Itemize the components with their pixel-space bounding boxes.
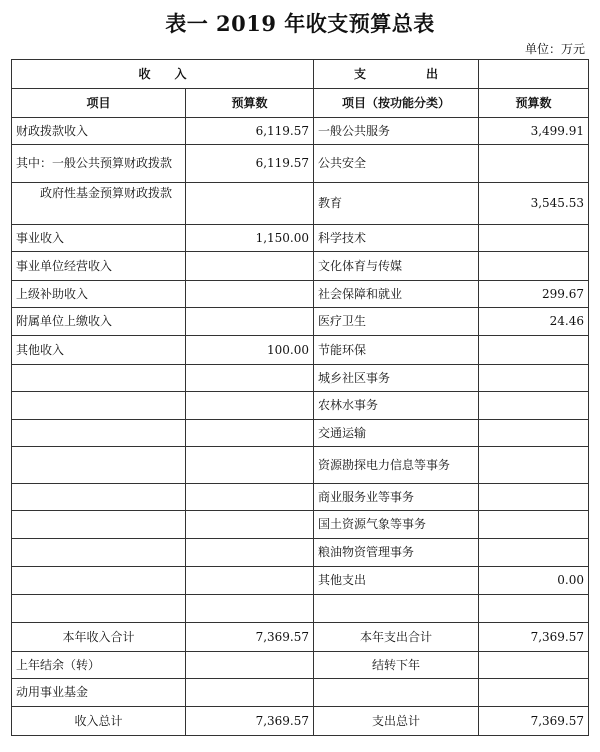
table-row <box>12 484 589 511</box>
carry-forward-amount <box>479 652 589 679</box>
grand-total-row <box>12 707 589 736</box>
income-item: 上级补助收入 <box>12 281 186 308</box>
expense-section-header: 支 出 <box>314 60 479 89</box>
income-item <box>12 392 186 420</box>
table-row <box>12 567 589 595</box>
income-amount <box>186 365 314 392</box>
unit-label: 单位：万元 <box>524 42 585 56</box>
income-amount: 100.00 <box>186 336 314 365</box>
income-amount <box>186 183 314 225</box>
year-expense-total-amount: 7,369.57 <box>479 623 589 652</box>
expense-amount: 24.46 <box>479 308 589 336</box>
balance-row <box>12 652 589 679</box>
column-header-row <box>12 89 589 118</box>
col-expense-item: 项目（按功能分类） <box>314 89 479 118</box>
income-total-label: 收入总计 <box>12 707 186 736</box>
table-row <box>12 308 589 336</box>
income-amount <box>186 420 314 447</box>
income-item <box>12 484 186 511</box>
expense-item: 医疗卫生 <box>314 308 479 336</box>
expense-item: 交通运输 <box>314 420 479 447</box>
expense-item: 节能环保 <box>314 336 479 365</box>
expense-amount <box>479 336 589 365</box>
income-item <box>12 447 186 484</box>
income-item <box>12 511 186 539</box>
income-amount <box>186 308 314 336</box>
expense-amount <box>479 392 589 420</box>
expense-amount <box>479 225 589 252</box>
income-section-header: 收 入 <box>12 60 314 89</box>
page-title: 表一 2019 年收支预算总表 <box>165 11 435 36</box>
table-row <box>12 595 589 623</box>
expense-item: 粮油物资管理事务 <box>314 539 479 567</box>
year-income-total-label: 本年收入合计 <box>12 623 186 652</box>
table-row <box>12 183 589 225</box>
income-amount <box>186 447 314 484</box>
expense-item <box>314 595 479 623</box>
table-row <box>12 539 589 567</box>
use-fund-label: 动用事业基金 <box>12 679 186 707</box>
income-amount <box>186 252 314 281</box>
table-row <box>12 336 589 365</box>
table-row <box>12 420 589 447</box>
expense-item: 科学技术 <box>314 225 479 252</box>
table-row <box>12 365 589 392</box>
prev-balance-label: 上年结余（转） <box>12 652 186 679</box>
expense-item: 一般公共服务 <box>314 118 479 145</box>
income-amount: 6,119.57 <box>186 118 314 145</box>
income-item: 政府性基金预算财政拨款 <box>12 183 186 225</box>
income-amount <box>186 511 314 539</box>
table-row <box>12 511 589 539</box>
table-row <box>12 145 589 183</box>
empty-cell <box>314 679 479 707</box>
income-item: 事业单位经营收入 <box>12 252 186 281</box>
income-item: 附属单位上缴收入 <box>12 308 186 336</box>
col-expense-amount: 预算数 <box>479 89 589 118</box>
fund-row <box>12 679 589 707</box>
income-item: 财政拨款收入 <box>12 118 186 145</box>
expense-amount <box>479 595 589 623</box>
expense-amount <box>479 145 589 183</box>
expense-item: 城乡社区事务 <box>314 365 479 392</box>
income-amount <box>186 484 314 511</box>
expense-amount <box>479 252 589 281</box>
carry-forward-label: 结转下年 <box>314 652 479 679</box>
expense-item: 资源勘探电力信息等事务 <box>314 447 479 484</box>
expense-total-label: 支出总计 <box>314 707 479 736</box>
income-amount <box>186 539 314 567</box>
table-row <box>12 392 589 420</box>
empty-cell <box>479 679 589 707</box>
year-expense-total-label: 本年支出合计 <box>314 623 479 652</box>
year-income-total-amount: 7,369.57 <box>186 623 314 652</box>
expense-amount <box>479 420 589 447</box>
expense-amount <box>479 539 589 567</box>
income-item <box>12 420 186 447</box>
income-total-amount: 7,369.57 <box>186 707 314 736</box>
use-fund-amount <box>186 679 314 707</box>
expense-item: 其他支出 <box>314 567 479 595</box>
prev-balance-amount <box>186 652 314 679</box>
expense-item: 公共安全 <box>314 145 479 183</box>
expense-total-amount: 7,369.57 <box>479 707 589 736</box>
expense-amount <box>479 365 589 392</box>
year-total-row <box>12 623 589 652</box>
income-amount: 6,119.57 <box>186 145 314 183</box>
budget-table <box>11 59 589 736</box>
empty-cell <box>479 60 589 89</box>
table-row <box>12 118 589 145</box>
income-item: 其中：一般公共预算财政拨款 <box>12 145 186 183</box>
expense-amount: 0.00 <box>479 567 589 595</box>
table-row <box>12 281 589 308</box>
table-row <box>12 252 589 281</box>
table-row <box>12 225 589 252</box>
expense-amount: 299.67 <box>479 281 589 308</box>
income-amount <box>186 567 314 595</box>
col-income-amount: 预算数 <box>186 89 314 118</box>
expense-item: 商业服务业等事务 <box>314 484 479 511</box>
income-amount <box>186 281 314 308</box>
income-item <box>12 365 186 392</box>
expense-item: 文化体育与传媒 <box>314 252 479 281</box>
expense-amount <box>479 511 589 539</box>
expense-amount: 3,545.53 <box>479 183 589 225</box>
expense-item: 国土资源气象等事务 <box>314 511 479 539</box>
income-item <box>12 539 186 567</box>
expense-item: 社会保障和就业 <box>314 281 479 308</box>
col-income-item: 项目 <box>12 89 186 118</box>
expense-amount: 3,499.91 <box>479 118 589 145</box>
expense-amount <box>479 447 589 484</box>
table-row <box>12 447 589 484</box>
income-amount: 1,150.00 <box>186 225 314 252</box>
income-amount <box>186 595 314 623</box>
income-item <box>12 595 186 623</box>
expense-item: 教育 <box>314 183 479 225</box>
income-amount <box>186 392 314 420</box>
section-header-row <box>12 60 589 89</box>
expense-amount <box>479 484 589 511</box>
income-item: 事业收入 <box>12 225 186 252</box>
income-item: 其他收入 <box>12 336 186 365</box>
expense-item: 农林水事务 <box>314 392 479 420</box>
income-item <box>12 567 186 595</box>
